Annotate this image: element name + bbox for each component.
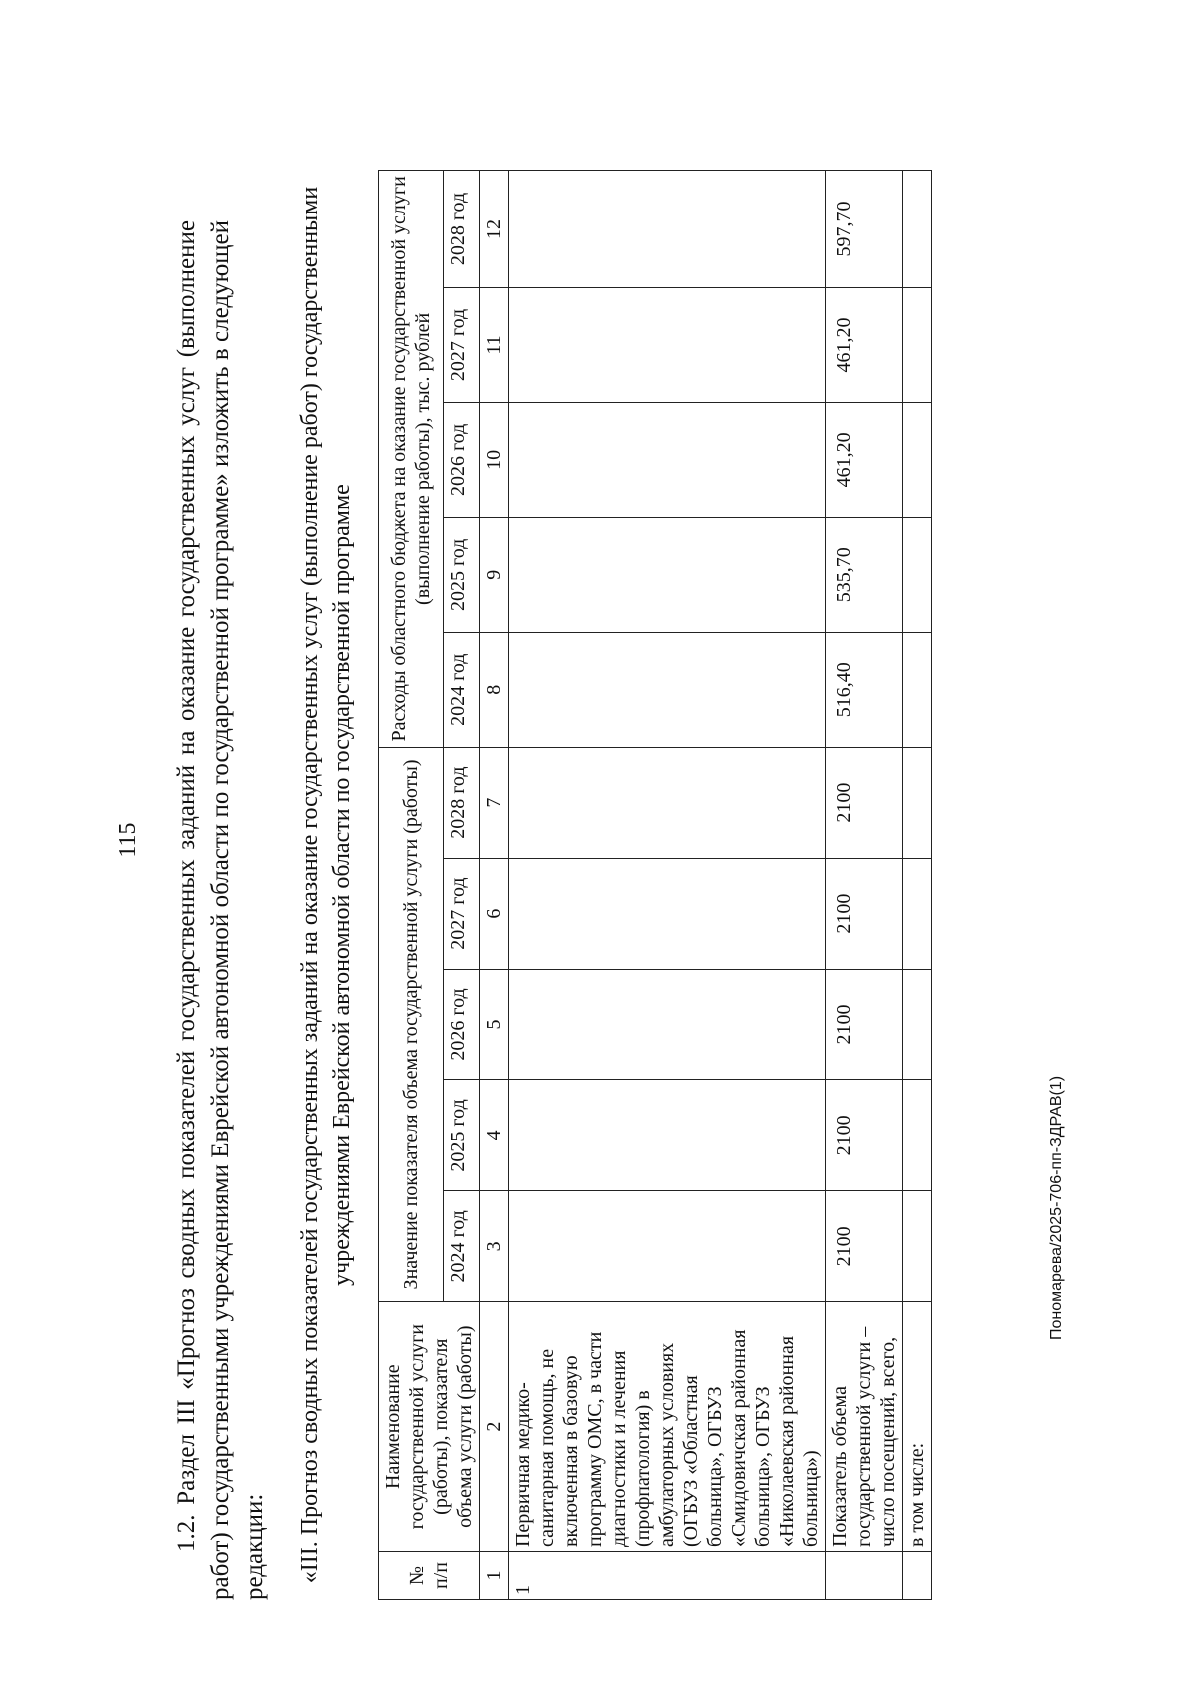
- column-number: 5: [480, 969, 509, 1080]
- row-value: [509, 632, 826, 747]
- header-year: 2028 год: [444, 171, 480, 288]
- header-year: 2027 год: [444, 858, 480, 969]
- column-number: 6: [480, 858, 509, 969]
- column-number: 7: [480, 747, 509, 858]
- row-value: 2100: [826, 969, 903, 1080]
- row-value: [903, 858, 932, 969]
- page-number: 115: [115, 822, 141, 858]
- row-value: 516,40: [826, 632, 903, 747]
- row-name: Первичная медико-санитарная помощь, не включенная в базовую программу ОМС, в части диагностики и лечения (профпатология) в амбулаторных условиях (ОГБУЗ «Областная больница», ОГБУЗ «Смидовичская районная больница», ОГБУЗ «Николаевская районная больница»): [509, 1302, 826, 1552]
- column-number: 8: [480, 632, 509, 747]
- row-num: [903, 1552, 932, 1600]
- forecast-table: [378, 170, 932, 1600]
- row-value: [509, 858, 826, 969]
- row-value: [509, 969, 826, 1080]
- row-value: 535,70: [826, 517, 903, 632]
- column-number: 10: [480, 402, 509, 517]
- column-number: 11: [480, 287, 509, 402]
- column-number: 1: [480, 1552, 509, 1600]
- column-number: 9: [480, 517, 509, 632]
- header-row-1: [379, 171, 444, 1600]
- section-title: «III. Прогноз сводных показателей государственных заданий на оказание государственных услуг (выполнение работ) государственными учреждениями Еврейской автономной области по государственной программе: [297, 186, 355, 1584]
- row-name: в том числе:: [903, 1302, 932, 1552]
- row-value: [903, 1080, 932, 1191]
- row-value: [903, 287, 932, 402]
- header-year: 2026 год: [444, 969, 480, 1080]
- row-value: 2100: [826, 1191, 903, 1302]
- row-value: 2100: [826, 747, 903, 858]
- row-value: [509, 287, 826, 402]
- row-value: [903, 969, 932, 1080]
- row-value: 461,20: [826, 287, 903, 402]
- row-value: [509, 1191, 826, 1302]
- table-row: [509, 171, 826, 1600]
- row-value: [903, 747, 932, 858]
- column-number: 4: [480, 1080, 509, 1191]
- column-number: 3: [480, 1191, 509, 1302]
- header-year: 2026 год: [444, 402, 480, 517]
- row-value: [509, 171, 826, 288]
- header-name: Наименование государственной услуги (работы), показателя объема услуги (работы): [379, 1302, 480, 1552]
- header-expense-group: Расходы областного бюджета на оказание государственной услуги (выполнение работы), тыс. рублей: [379, 171, 444, 748]
- row-value: [903, 171, 932, 288]
- header-year: 2025 год: [444, 1080, 480, 1191]
- row-value: 461,20: [826, 402, 903, 517]
- column-number-row: [480, 171, 509, 1600]
- row-value: [903, 402, 932, 517]
- row-num: [826, 1552, 903, 1600]
- rotated-content: [170, 80, 1050, 1600]
- row-value: 597,70: [826, 171, 903, 288]
- column-number: 12: [480, 171, 509, 288]
- header-year: 2027 год: [444, 287, 480, 402]
- header-volume-group: Значение показателя объема государственной услуги (работы): [379, 747, 444, 1302]
- row-value: [903, 632, 932, 747]
- row-value: 2100: [826, 1080, 903, 1191]
- row-value: 2100: [826, 858, 903, 969]
- header-year: 2024 год: [444, 632, 480, 747]
- table-row: [826, 171, 903, 1600]
- row-value: [509, 1080, 826, 1191]
- document-footer: Пономарева/2025-706-пп-ЗДРАВ(1): [1048, 1075, 1065, 1340]
- row-value: [509, 517, 826, 632]
- table-row: [903, 171, 932, 1600]
- intro-paragraph: 1.2. Раздел III «Прогноз сводных показателей государственных заданий на оказание государственных услуг (выполнение работ) государственными учреждениями Еврейской автономной области по государственной программе» изложить в следующей редакции:: [173, 220, 268, 1600]
- header-year: 2024 год: [444, 1191, 480, 1302]
- header-year: 2025 год: [444, 517, 480, 632]
- row-value: [509, 402, 826, 517]
- header-year: 2028 год: [444, 747, 480, 858]
- row-name: Показатель объема государственной услуги – число посещений, всего,: [826, 1302, 903, 1552]
- row-value: [903, 517, 932, 632]
- row-value: [903, 1191, 932, 1302]
- row-value: [509, 747, 826, 858]
- header-num: № п/п: [379, 1552, 480, 1600]
- row-num: 1: [509, 1552, 826, 1600]
- column-number: 2: [480, 1302, 509, 1552]
